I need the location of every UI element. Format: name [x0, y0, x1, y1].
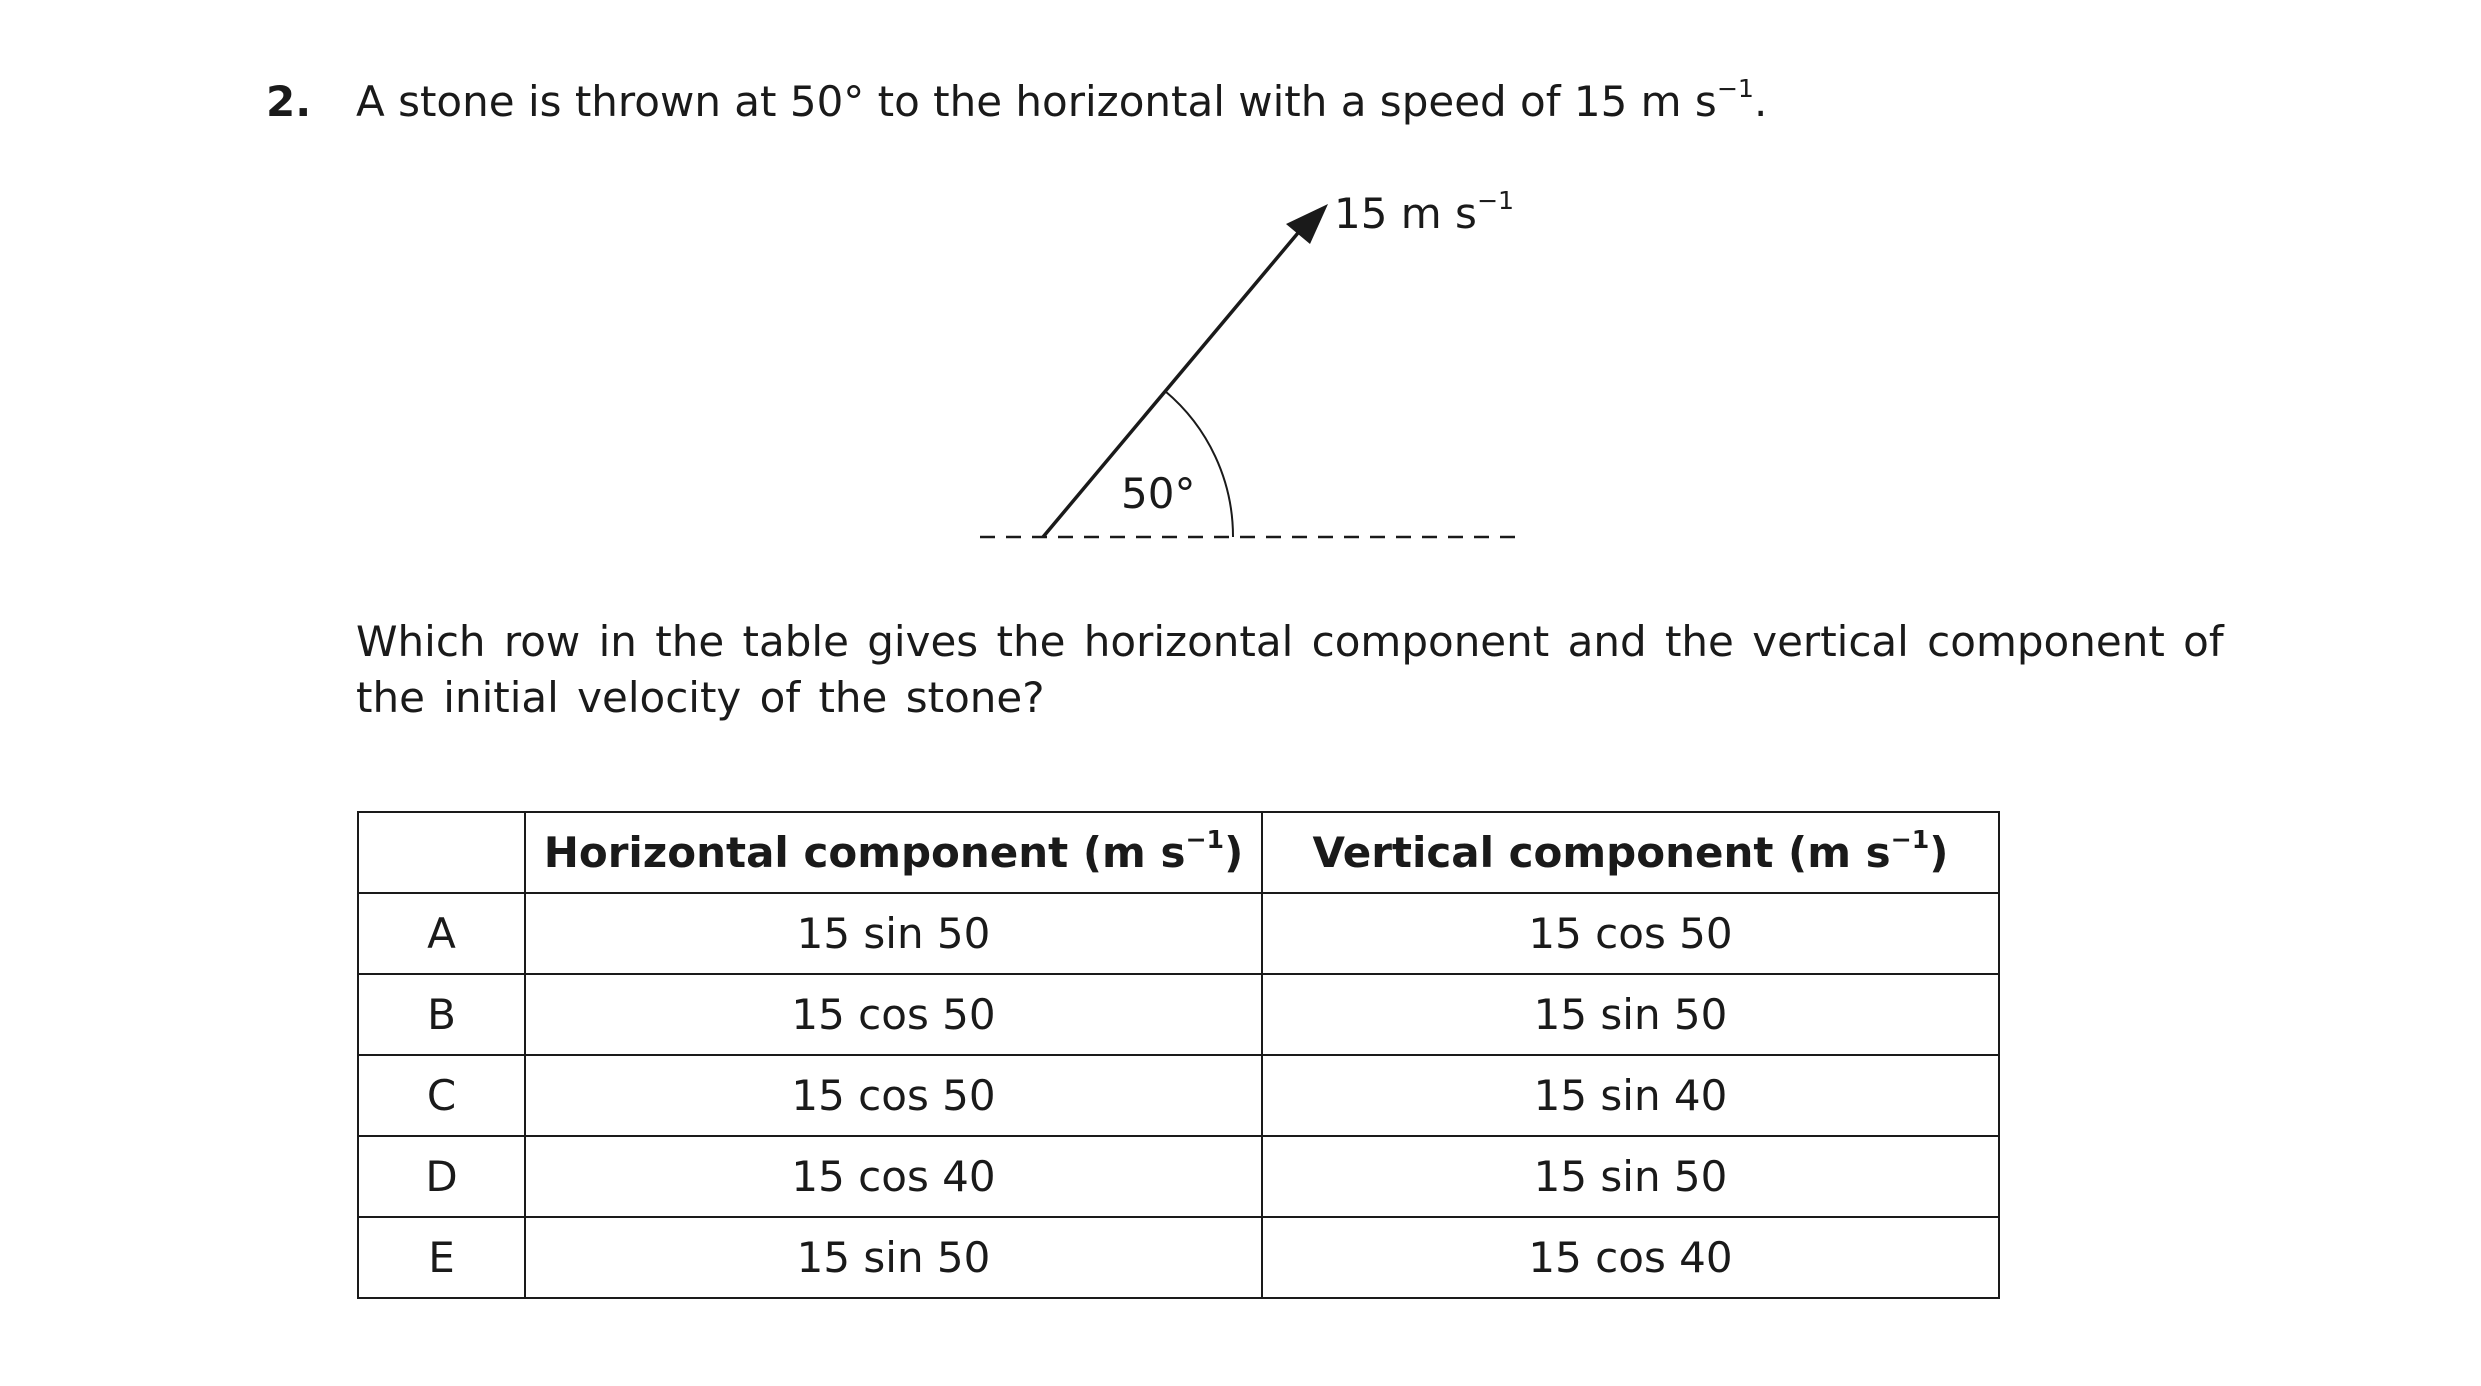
option-letter: A	[358, 893, 525, 974]
option-letter: E	[358, 1217, 525, 1298]
table-header-row	[358, 812, 1999, 893]
horizontal-value: 15 sin 50	[525, 893, 1262, 974]
header-vertical-exponent: −1	[1890, 825, 1930, 855]
table-row	[358, 1136, 1999, 1217]
options-table	[357, 811, 2000, 1299]
vertical-value: 15 cos 50	[1262, 893, 1999, 974]
vertical-value: 15 sin 40	[1262, 1055, 1999, 1136]
angle-label: 50°	[1121, 469, 1196, 518]
header-letter-cell	[358, 812, 525, 893]
header-horizontal-text: Horizontal component (m s	[543, 828, 1186, 877]
stem-end: .	[1753, 77, 1768, 126]
header-vertical-component	[1262, 812, 1999, 893]
table-row	[358, 974, 1999, 1055]
speed-label	[1334, 186, 1514, 242]
horizontal-value: 15 sin 50	[525, 1217, 1262, 1298]
header-horizontal-component	[525, 812, 1262, 893]
speed-text: 15 m s	[1334, 189, 1477, 238]
horizontal-value: 15 cos 50	[525, 974, 1262, 1055]
vertical-value: 15 cos 40	[1262, 1217, 1999, 1298]
table-row	[358, 893, 1999, 974]
vertical-value: 15 sin 50	[1262, 1136, 1999, 1217]
header-horizontal-exponent: −1	[1185, 825, 1225, 855]
vertical-value: 15 sin 50	[1262, 974, 1999, 1055]
stem-text: A stone is thrown at 50° to the horizontal with a speed of 15 m s	[356, 77, 1717, 126]
table-row	[358, 1055, 1999, 1136]
header-vertical-end: )	[1929, 828, 1949, 877]
speed-exponent: −1	[1476, 186, 1515, 216]
question-number: 2.	[266, 77, 312, 126]
question-prompt: Which row in the table gives the horizontal component and the vertical component of the initial velocity of the stone?	[356, 617, 2224, 722]
option-letter: B	[358, 974, 525, 1055]
velocity-diagram	[0, 0, 2481, 620]
header-horizontal-end: )	[1224, 828, 1244, 877]
option-letter: D	[358, 1136, 525, 1217]
header-vertical-text: Vertical component (m s	[1312, 828, 1891, 877]
horizontal-value: 15 cos 40	[525, 1136, 1262, 1217]
table-row	[358, 1217, 1999, 1298]
option-letter: C	[358, 1055, 525, 1136]
horizontal-value: 15 cos 50	[525, 1055, 1262, 1136]
stem-exponent: −1	[1716, 74, 1754, 104]
